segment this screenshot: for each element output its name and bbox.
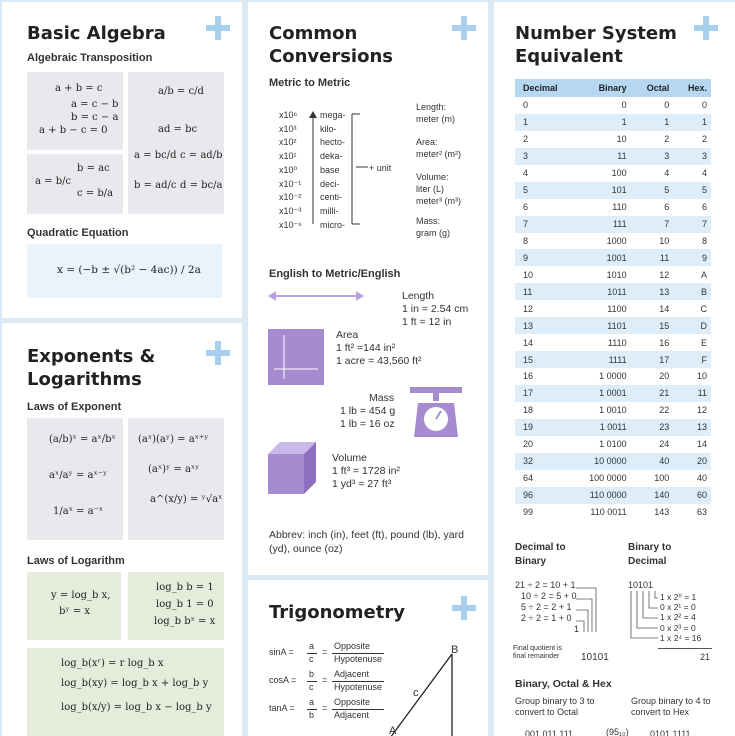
table-row: [515, 351, 711, 368]
table-cell: 143: [654, 506, 670, 517]
table-cell: 6: [523, 202, 529, 213]
table-cell: 11: [515, 283, 567, 300]
table-cell: 17: [515, 385, 567, 402]
basic-algebra-panel: [2, 2, 242, 318]
table-cell: 96: [515, 487, 567, 504]
trig-frac-num: b: [309, 669, 315, 679]
quadratic-heading: Quadratic Equation: [27, 227, 129, 239]
fraction-bar: [307, 709, 317, 710]
exponents-panel: [2, 323, 242, 736]
table-cell: 1011: [567, 283, 631, 300]
fraction-bar: [307, 681, 317, 682]
quadratic-box: [27, 244, 222, 298]
table-cell: A: [700, 269, 707, 280]
table-cell: 20: [523, 439, 534, 450]
quadratic-formula: x = (−b ± √(b² − 4ac)) / 2a: [57, 264, 201, 276]
table-cell: 1: [673, 114, 711, 131]
prefix-label: deci-: [320, 178, 340, 189]
table-cell: 1 0001: [567, 385, 631, 402]
table-cell: 7: [631, 216, 674, 233]
table-cell: 5: [515, 182, 567, 199]
division-step: 5 ÷ 2 = 2 + 1: [521, 602, 572, 612]
table-row: [515, 249, 711, 266]
fraction-bar: [332, 681, 384, 682]
fraction-bar: [307, 653, 317, 654]
laws-log-heading: Laws of Logarithm: [27, 555, 125, 567]
trig-frac-num: a: [309, 697, 315, 707]
plus-icon: [694, 16, 718, 40]
table-row: [515, 385, 711, 402]
table-cell: 6: [701, 202, 707, 213]
boh-heading: Binary, Octal & Hex: [515, 678, 612, 690]
table-cell: 6: [664, 202, 670, 213]
table-cell: 14: [659, 303, 670, 314]
side-c-label: c: [413, 687, 419, 699]
table-cell: 10: [523, 269, 534, 280]
table-cell: 13: [673, 419, 711, 436]
power-step: 0 x 2³ = 0: [660, 622, 696, 633]
prefix-label: deka-: [320, 151, 343, 162]
number-system-title-line1: Number System: [515, 23, 677, 44]
table-row: [515, 131, 711, 148]
power-label: x10²: [279, 137, 297, 148]
log-right-box: log_b b = 1 log_b 1 = 0 log_b bˣ = x: [128, 572, 224, 640]
table-row: [515, 300, 711, 317]
table-cell: B: [673, 283, 711, 300]
trig-word-num: Opposite: [334, 697, 371, 707]
number-system-title-line2: Equivalent: [515, 46, 623, 67]
table-cell: 1 0100: [599, 439, 627, 450]
table-cell: 4: [701, 168, 707, 179]
table-cell: 111: [567, 216, 631, 233]
plus-icon: [452, 16, 476, 40]
table-row: [515, 334, 711, 351]
trigonometry-panel: [248, 580, 488, 736]
trig-word-den: Adjacent: [334, 710, 370, 720]
area-square-icon: [268, 329, 324, 385]
table-cell: 10: [696, 371, 707, 382]
table-cell: 1: [515, 114, 567, 131]
table-row: [515, 165, 711, 182]
table-cell: 1: [631, 114, 674, 131]
column-header: Binary: [567, 79, 631, 97]
table-row: [515, 487, 711, 504]
table-cell: 3: [631, 148, 674, 165]
prefix-label: milli-: [320, 205, 339, 216]
table-cell: 3: [673, 148, 711, 165]
table-row: [515, 283, 711, 300]
trig-word-den: Hypotenuse: [334, 654, 383, 664]
power-label: x10⁰: [279, 164, 298, 175]
table-cell: 9: [515, 249, 567, 266]
trig-function: tanA =: [269, 703, 295, 713]
division-step: 1: [574, 624, 580, 634]
sum-line: [658, 648, 712, 649]
table-cell: 17: [631, 351, 674, 368]
table-cell: 21: [631, 385, 674, 402]
table-cell: 11: [673, 385, 711, 402]
table-cell: 10: [659, 235, 670, 246]
table-cell: 110 0000: [567, 487, 631, 504]
table-cell: 14: [523, 337, 534, 348]
table-cell: 1100: [607, 303, 627, 314]
table-row: [515, 436, 711, 453]
table-cell: 16: [523, 371, 534, 382]
conversions-title-line1: Common: [269, 23, 358, 44]
scale-icon: [408, 385, 464, 439]
table-cell: 140: [631, 487, 674, 504]
table-cell: 1110: [607, 337, 627, 348]
table-cell: 40: [631, 453, 674, 470]
trig-frac-den: b: [309, 710, 315, 720]
table-row: [515, 182, 711, 199]
table-cell: 5: [673, 182, 711, 199]
table-cell: 24: [659, 439, 670, 450]
remainder-brackets: [572, 586, 602, 636]
table-cell: E: [700, 337, 707, 348]
table-row: [515, 233, 711, 250]
prefix-label: mega-: [320, 110, 346, 120]
table-row: [515, 216, 711, 233]
division-step: 10 ÷ 2 = 5 + 0: [521, 591, 577, 601]
table-row: [515, 266, 711, 283]
power-label: x10⁶: [279, 110, 298, 120]
table-cell: 11: [631, 249, 674, 266]
table-cell: 20: [659, 371, 670, 382]
table-cell: 5: [631, 182, 674, 199]
division-step: 21 ÷ 2 = 10 + 1: [515, 580, 576, 590]
power-label: x10⁻³: [279, 205, 302, 216]
power-label: x10³: [279, 123, 297, 134]
table-cell: 19: [515, 419, 567, 436]
english-heading: English to Metric/English: [269, 268, 401, 280]
table-cell: 0: [664, 100, 670, 111]
table-cell: 2: [701, 134, 707, 145]
table-cell: D: [673, 317, 711, 334]
column-header: Octal: [631, 79, 674, 97]
conversions-title-line2: Conversions: [269, 46, 393, 67]
power-step: 1 x 2⁴ = 16: [660, 632, 702, 643]
table-row: [515, 504, 711, 521]
transposition-heading: Algebraic Transposition: [27, 52, 153, 64]
exponents-title-line1: Exponents &: [27, 346, 156, 367]
plus-icon: [206, 16, 230, 40]
table-cell: 12: [523, 303, 534, 314]
table-cell: 1 0010: [599, 405, 627, 416]
table-cell: 4: [664, 168, 670, 179]
table-cell: 12: [696, 405, 707, 416]
exponent-right-box: (aˣ)(aʸ) = aˣ⁺ʸ (aˣ)ʸ = aˣʸ a^(x/y) = ʸ√aˣ: [128, 418, 224, 540]
table-row: [515, 402, 711, 419]
power-step: 0 x 2¹ = 0: [660, 602, 696, 613]
table-row: [515, 199, 711, 216]
log-bottom-box: log_b(xʳ) = r log_b x log_b(xy) = log_b x + log_b y log_b(x/y) = log_b x − log_b y: [27, 648, 224, 736]
abbrev-line2: (yd), ounce (oz): [269, 543, 343, 555]
table-row: [515, 470, 711, 487]
basic-algebra-title: Basic Algebra: [27, 23, 166, 44]
number-system-table: [515, 79, 711, 520]
table-cell: 2: [664, 134, 670, 145]
table-cell: 110 0011: [590, 506, 627, 517]
table-cell: C: [700, 303, 707, 314]
plus-icon: [452, 596, 476, 620]
table-cell: 1101: [567, 317, 631, 334]
triangle-diagram: [388, 650, 468, 736]
table-cell: 1001: [567, 249, 631, 266]
power-label: x10⁻²: [279, 192, 302, 203]
table-row: [515, 419, 711, 436]
table-cell: 1: [567, 114, 631, 131]
prefix-label: hecto-: [320, 137, 346, 148]
table-row: [515, 148, 711, 165]
table-cell: 0: [523, 100, 529, 111]
table-cell: 13: [515, 317, 567, 334]
table-cell: 1010: [606, 269, 627, 280]
prefix-label: micro-: [320, 219, 345, 230]
column-header: Hex.: [673, 79, 711, 97]
table-cell: F: [673, 351, 711, 368]
table-cell: 4: [523, 168, 529, 179]
number-system-panel: Number System Equivalent Decimal Binary Octal Hex. 0 0 0 0 1 1 1 1 2 10 2 2 3 11 3 3 4 100 4 4 5 101 5 5 6 110 6 6 7 111 7 7 8 1000 10 8 9 1001 11 9 10 1010 12 A 11 1011 13 B 12 1100 14 C 13 1101 15 D 14 1110 16 E 15 1111 17 F 16 1 0000 20 10 17 1 0001 21 11 18 1 0010 22 12 19 1 0011 23 13 20 1 0100 24 14 32 10 0000 40 20 64 100 0000 100 40 96 110 0000 140 60 99 110 0011 143 63 Decimal to Binary 21 ÷ 2 = 10 + 1 10 ÷ 2 = 5 + 0 5 ÷ 2 = 2 + 1 2 ÷ 2 = 1 + 0 1 Final quotient is final remainder 10101 Binary to Decimal 10101 1 x 2⁰ = 1 0 x 2¹ = 0 1 x 2² = 4 0 x 2³ = 0 1 x 2⁴ = 16 21 Binary, Octal & Hex Group binary to 3 to convert to Octal Group binary to 4 to convert to Hex 001 011 111 (95₁₀) 0101 1111: [494, 2, 735, 736]
table-cell: 1 0011: [567, 419, 631, 436]
table-cell: 10: [616, 134, 627, 145]
table-cell: 20: [673, 453, 711, 470]
table-cell: 1000: [606, 235, 627, 246]
table-cell: 23: [631, 419, 674, 436]
table-cell: 15: [631, 317, 674, 334]
table-cell: 15: [515, 351, 567, 368]
table-cell: 0: [701, 100, 707, 111]
prefix-label: base: [320, 164, 340, 175]
laws-exponent-heading: Laws of Exponent: [27, 401, 122, 413]
table-cell: 10 0000: [567, 453, 631, 470]
power-label: x10¹: [279, 151, 297, 162]
table-cell: 64: [523, 473, 534, 484]
table-cell: 16: [659, 337, 670, 348]
table-row: [515, 114, 711, 131]
table-row: [515, 97, 711, 114]
dec-to-bin-result: 10101: [581, 652, 609, 663]
prefix-label: kilo-: [320, 123, 337, 134]
exponents-title-line2: Logarithms: [27, 369, 142, 390]
power-step: 1 x 2² = 4: [660, 612, 696, 623]
prefix-label: centi-: [320, 192, 343, 203]
unit-label: + unit: [369, 163, 392, 173]
trig-word-num: Adjacent: [334, 669, 370, 679]
division-box: b = ac a = b/c c = b/a: [27, 154, 123, 214]
log-left-box: y = log_b x, bʸ = x: [27, 572, 121, 640]
trig-frac-den: c: [309, 654, 314, 664]
table-cell: 18: [523, 405, 534, 416]
table-cell: 1 0000: [599, 371, 627, 382]
table-cell: 9: [673, 249, 711, 266]
table-cell: 3: [515, 148, 567, 165]
trig-word-den: Hypotenuse: [334, 682, 383, 692]
table-cell: 8: [523, 235, 529, 246]
column-header: Decimal: [515, 79, 567, 97]
metric-heading: Metric to Metric: [269, 77, 351, 89]
powers-arrow: [308, 110, 318, 228]
table-cell: 7: [515, 216, 567, 233]
power-label: x10⁻¹: [279, 178, 302, 189]
table-cell: 63: [696, 506, 707, 517]
division-step: 2 ÷ 2 = 1 + 0: [521, 613, 572, 623]
table-cell: 60: [673, 487, 711, 504]
exponent-left-box: (a/b)ˣ = aˣ/bˣ aˣ/aʸ = aˣ⁻ʸ 1/aˣ = a⁻ˣ: [27, 418, 123, 540]
table-cell: 7: [673, 216, 711, 233]
table-cell: 14: [696, 439, 707, 450]
fraction-bar: [332, 709, 384, 710]
table-cell: 0: [621, 100, 627, 111]
table-cell: 99: [523, 506, 534, 517]
table-cell: 12: [659, 269, 670, 280]
trig-frac-num: a: [309, 641, 315, 651]
table-cell: 32: [515, 453, 567, 470]
bin-to-dec-result: 21: [700, 652, 711, 662]
table-cell: 13: [631, 283, 674, 300]
trigonometry-title: Trigonometry: [269, 602, 405, 623]
power-label: x10⁻⁶: [279, 219, 302, 230]
trig-frac-den: c: [309, 682, 314, 692]
table-cell: 1111: [567, 351, 631, 368]
transposition-box: a + b = c a = c − b b = c − a a + b − c = 0: [27, 72, 123, 150]
binary-digit-lines: [628, 591, 660, 643]
table-cell: 40: [696, 473, 707, 484]
table-cell: 100: [654, 473, 670, 484]
ratio-box: a/b = c/d ad = bc a = bc/d c = ad/b b = ad/c d = bc/a: [128, 72, 224, 214]
length-arrow-icon: [268, 289, 364, 303]
trig-function: sinA =: [269, 647, 294, 657]
table-row: [515, 453, 711, 470]
table-cell: 100 0000: [589, 473, 627, 484]
power-step: 1 x 2⁰ = 1: [660, 592, 697, 602]
table-cell: 101: [567, 182, 631, 199]
unit-tick: [356, 162, 370, 172]
table-cell: 22: [659, 405, 670, 416]
table-cell: 2: [523, 134, 529, 145]
vertex-b-label: B: [451, 644, 459, 656]
trig-word-num: Opposite: [334, 641, 371, 651]
table-cell: 8: [701, 235, 707, 246]
table-cell: 110: [612, 202, 627, 213]
trig-function: cosA =: [269, 675, 297, 685]
equals-sign: =: [322, 703, 328, 713]
equals-sign: =: [322, 647, 328, 657]
abbrev-line1: Abbrev: inch (in), feet (ft), pound (lb), yard: [269, 529, 464, 541]
plus-icon: [206, 341, 230, 365]
table-row: [515, 368, 711, 385]
volume-cube-icon: [268, 442, 316, 494]
equals-sign: =: [322, 675, 328, 685]
table-row: [515, 317, 711, 334]
conversions-panel: Common Conversions Metric to Metric x10⁶ x10³ x10² x10¹ x10⁰ x10⁻¹ x10⁻² x10⁻³ x10⁻⁶ mega- kilo- hecto- deka- base deci- centi- milli- micro- + unit Length: meter (m) Area: meter² (m²) Volume: liter (L) meter³ (m³) Mass: gram (g) English to Metric/English Length 1 in = 2.54 cm 1 ft = 12 in Area 1 ft² =144 in² 1 acre = 43,560 ft² Mass 1 lb = 454 g 1 lb = 16 oz Volume 1 ft³ = 1728 in² 1 yd³ = 27 ft³ Abbrev: inch (in), feet (ft), pound (lb), yard (yd), ounce (oz): [248, 2, 488, 575]
table-cell: 11: [567, 148, 631, 165]
table-cell: 100: [611, 168, 627, 179]
vertex-a-label: A: [389, 725, 397, 736]
fraction-bar: [332, 653, 384, 654]
